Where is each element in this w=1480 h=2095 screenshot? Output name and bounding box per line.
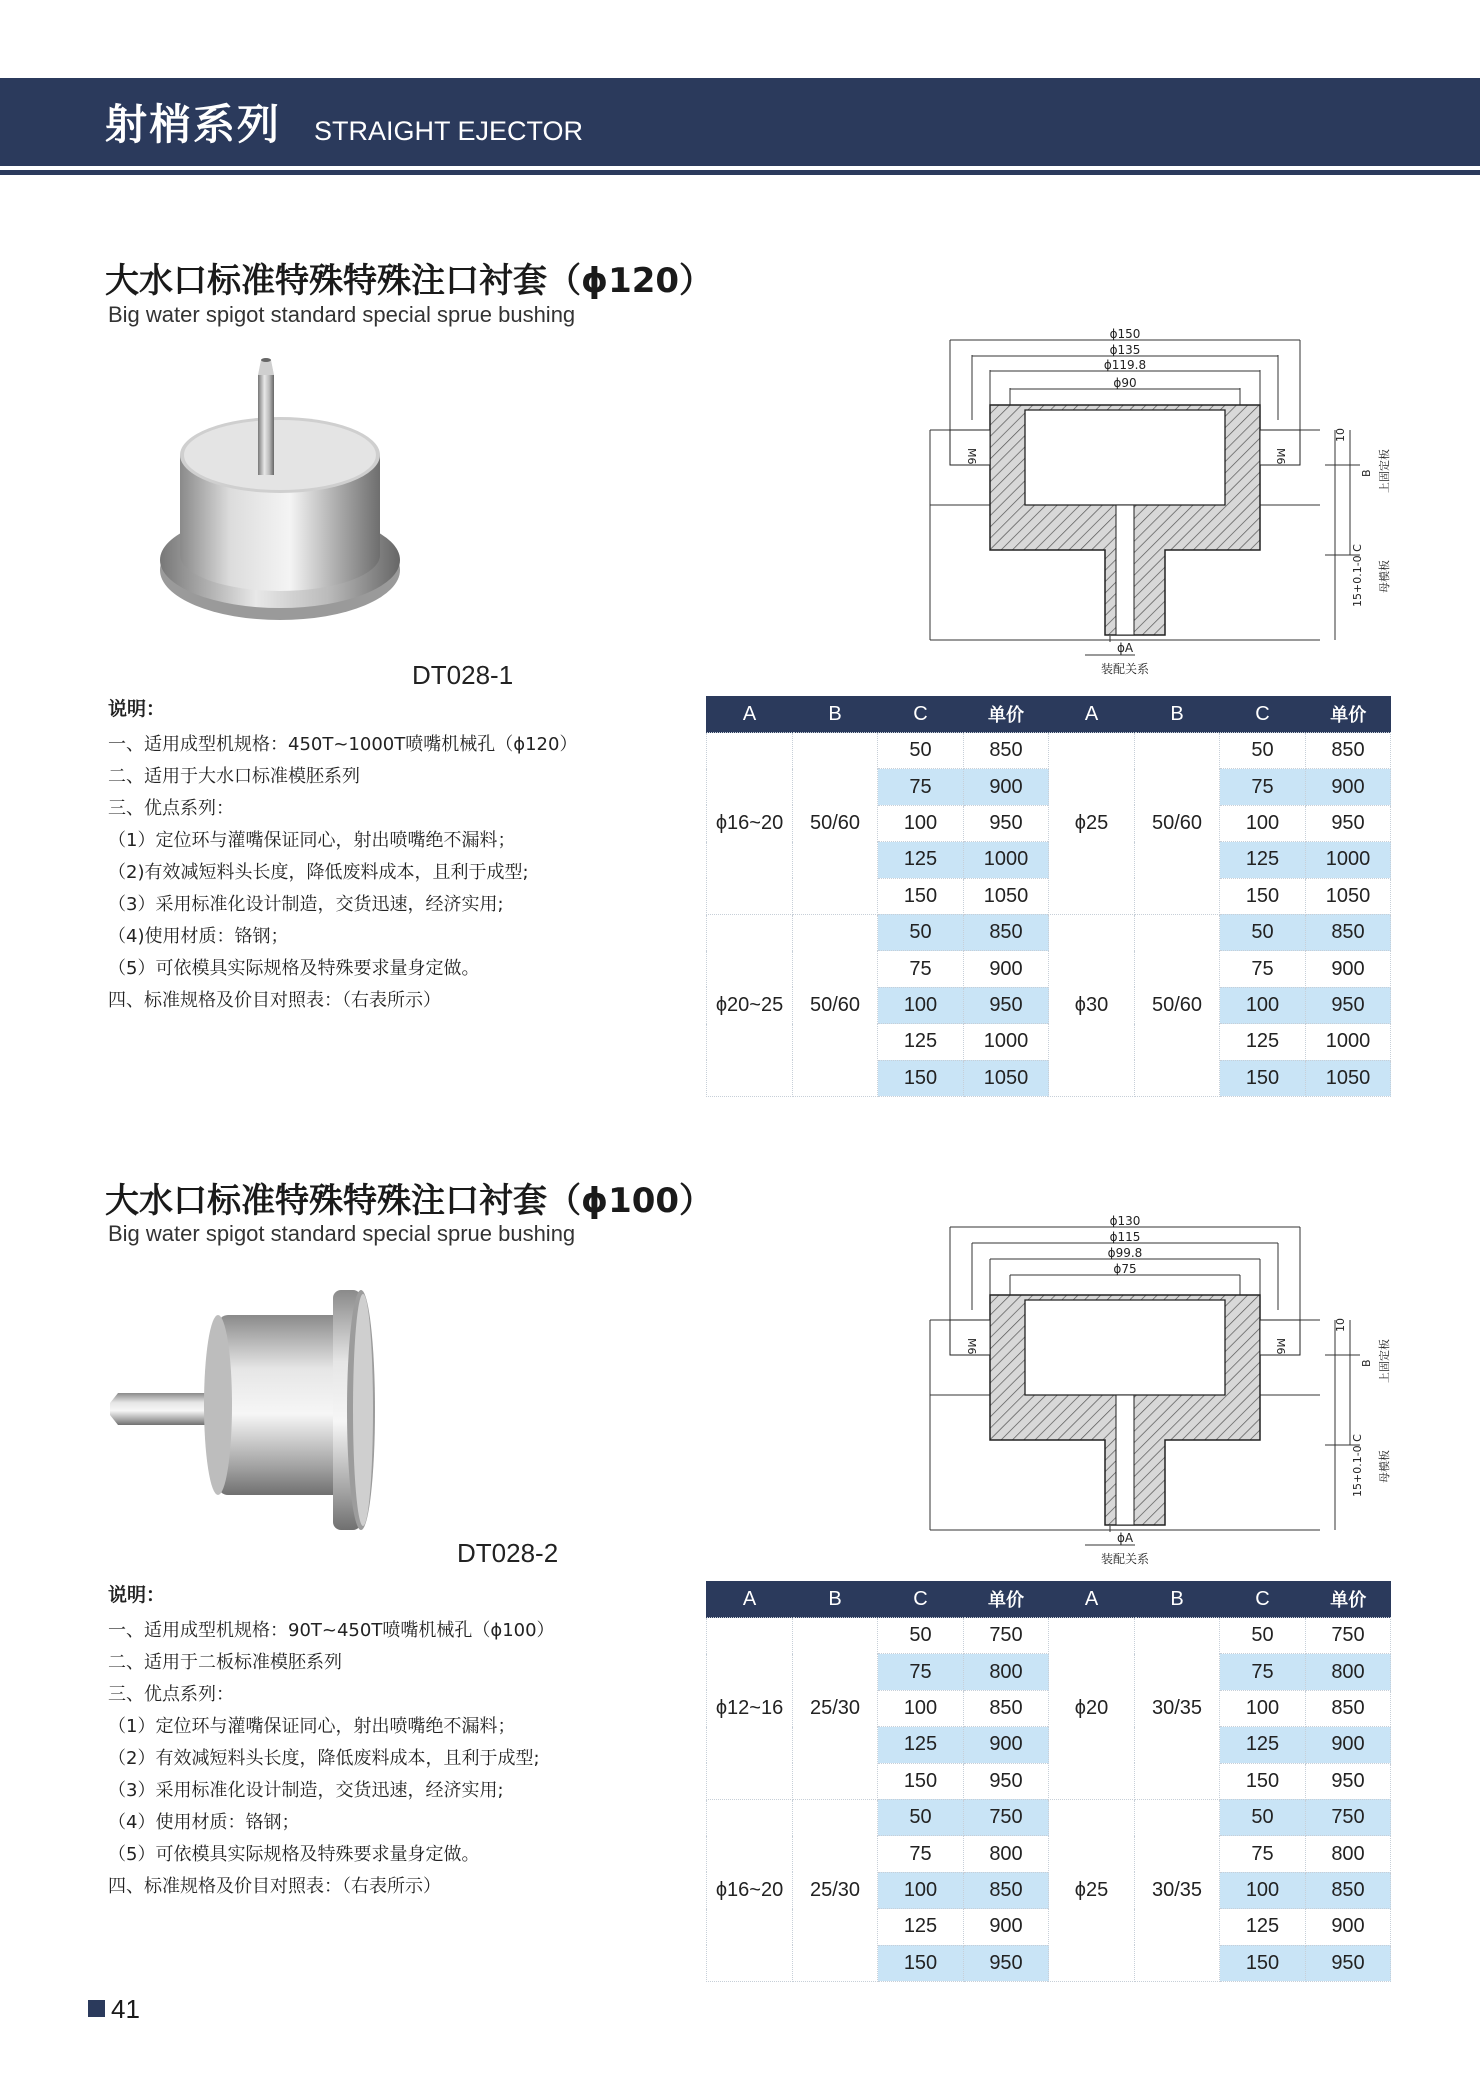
section-subtitle: Big water spigot standard special sprue bushing (108, 302, 576, 327)
header-a: A (1049, 696, 1135, 733)
description-heading: 说明： (108, 1584, 166, 1606)
dim-third: ϕ99.8 (1107, 1246, 1143, 1260)
description-line: （3）采用标准化设计制造，交货迅速，经济实用; (108, 894, 504, 915)
assembly-drawing (920, 1215, 1410, 1575)
label-m6: M6 (1274, 448, 1287, 465)
cell-a: ϕ30 (1049, 914, 1135, 1096)
description-line: 三、优点系列： (108, 1684, 234, 1705)
description-line: 一、适用成型机规格：450T~1000T喷嘴机械孔（ϕ120） (108, 734, 578, 755)
cell-price: 850 (1306, 1872, 1391, 1908)
section-title: 大水口标准特殊特殊注口衬套（ϕ120） (105, 261, 714, 301)
header-price: 单价 (1306, 1581, 1391, 1618)
cell-price: 850 (1306, 914, 1391, 950)
cell-b: 25/30 (793, 1799, 878, 1981)
header-c: C (1220, 1581, 1306, 1618)
label-m6: M6 (965, 448, 978, 465)
page-number-text: 41 (111, 1994, 140, 2024)
cell-a: ϕ25 (1049, 1799, 1135, 1981)
label-b: B (1360, 469, 1373, 477)
cell-price: 850 (964, 733, 1049, 769)
label-c: 15+0.1-0 C (1351, 544, 1364, 607)
table-row (707, 1618, 1391, 1654)
cell-price: 800 (1306, 1836, 1391, 1872)
cell-c: 100 (878, 987, 964, 1023)
description-line: （5）可依模具实际规格及特殊要求量身定做。 (108, 1844, 480, 1865)
cell-price: 850 (964, 914, 1049, 950)
cell-b: 30/35 (1135, 1618, 1220, 1800)
header-a: A (707, 696, 793, 733)
cell-price: 750 (1306, 1618, 1391, 1654)
cell-price: 950 (1306, 805, 1391, 841)
cell-a: ϕ25 (1049, 733, 1135, 915)
description-line: 四、标准规格及价目对照表：（右表所示） (108, 1876, 441, 1897)
page-title-en: STRAIGHT EJECTOR (314, 116, 584, 146)
label-m6: M6 (965, 1338, 978, 1355)
cell-price: 1000 (964, 1024, 1049, 1060)
cell-c: 75 (1220, 1836, 1306, 1872)
cell-price: 800 (1306, 1654, 1391, 1690)
cell-a: ϕ16~20 (707, 1799, 793, 1981)
description-line: 二、适用于二板标准模胚系列 (108, 1652, 342, 1673)
cell-b: 30/35 (1135, 1799, 1220, 1981)
cell-price: 850 (1306, 1690, 1391, 1726)
table-row (707, 733, 1391, 769)
description-block (108, 694, 577, 1017)
cell-b: 50/60 (793, 733, 878, 915)
header-b: B (793, 696, 878, 733)
cell-price: 800 (964, 1654, 1049, 1690)
model-number: DT028-2 (457, 1538, 559, 1568)
cell-price: 900 (1306, 1727, 1391, 1763)
description-line: （2)有效减短料头长度，降低废料成本，且利于成型; (108, 862, 529, 883)
cell-price: 950 (964, 987, 1049, 1023)
cell-price: 900 (1306, 769, 1391, 805)
cell-c: 100 (878, 805, 964, 841)
header-c: C (1220, 696, 1306, 733)
cell-c: 75 (878, 1836, 964, 1872)
header-price: 单价 (964, 1581, 1049, 1618)
cell-c: 50 (1220, 733, 1306, 769)
cell-b: 50/60 (1135, 914, 1220, 1096)
cell-c: 75 (1220, 951, 1306, 987)
cell-c: 50 (878, 1799, 964, 1835)
cell-price: 1050 (1306, 1060, 1391, 1096)
header-price: 单价 (964, 696, 1049, 733)
cell-c: 75 (878, 951, 964, 987)
table-row (707, 914, 1391, 950)
description-line: （3）采用标准化设计制造，交货迅速，经济实用; (108, 1780, 504, 1801)
cell-c: 75 (1220, 1654, 1306, 1690)
dim-outer: ϕ150 (1109, 327, 1141, 341)
cell-price: 750 (1306, 1799, 1391, 1835)
cell-price: 1050 (964, 878, 1049, 914)
table-row (707, 1799, 1391, 1835)
cell-c: 75 (878, 1654, 964, 1690)
description-line: （1）定位环与灌嘴保证同心，射出喷嘴绝不漏料； (108, 830, 516, 851)
cell-price: 750 (964, 1799, 1049, 1835)
header-a: A (1049, 1581, 1135, 1618)
product-photo-dt028-2 (108, 1285, 388, 1545)
cell-c: 100 (878, 1872, 964, 1908)
section-subtitle: Big water spigot standard special sprue bushing (108, 1221, 576, 1246)
model-number: DT028-1 (412, 660, 514, 690)
drawing-caption: 装配关系 (1100, 1552, 1150, 1566)
spec-price-table (706, 1581, 1391, 1982)
header-c: C (878, 696, 964, 733)
dim-inner: ϕ90 (1113, 376, 1137, 390)
cell-c: 50 (878, 914, 964, 950)
header-divider (0, 170, 1480, 175)
cell-c: 125 (878, 1909, 964, 1945)
cell-c: 50 (1220, 1799, 1306, 1835)
cell-price: 900 (964, 1909, 1049, 1945)
cell-c: 100 (1220, 1690, 1306, 1726)
cell-c: 100 (1220, 805, 1306, 841)
cell-c: 100 (878, 1690, 964, 1726)
cell-price: 950 (1306, 1763, 1391, 1799)
cell-c: 100 (1220, 1872, 1306, 1908)
cell-c: 75 (1220, 769, 1306, 805)
cell-c: 125 (878, 1727, 964, 1763)
cell-c: 125 (1220, 842, 1306, 878)
cell-c: 75 (878, 769, 964, 805)
cell-price: 850 (964, 1690, 1049, 1726)
header-a: A (707, 1581, 793, 1618)
cell-c: 50 (878, 733, 964, 769)
cell-c: 150 (1220, 878, 1306, 914)
description-line: （4）使用材质：铬钢； (108, 1812, 300, 1833)
cell-price: 900 (1306, 1909, 1391, 1945)
cell-c: 150 (878, 1060, 964, 1096)
cell-b: 50/60 (1135, 733, 1220, 915)
cell-price: 1000 (1306, 842, 1391, 878)
dim-second: ϕ135 (1109, 343, 1141, 357)
description-line: （5）可依模具实际规格及特殊要求量身定做。 (108, 958, 480, 979)
label-c: 15+0.1-0 C (1351, 1434, 1364, 1497)
page-title: 射梢系列 (105, 100, 282, 149)
label-upper-plate: 上固定板 (1378, 1339, 1391, 1383)
cell-c: 125 (878, 842, 964, 878)
cell-c: 125 (1220, 1727, 1306, 1763)
cell-c: 150 (1220, 1763, 1306, 1799)
page-number (88, 1994, 140, 2025)
header-c: C (878, 1581, 964, 1618)
description-line: （1）定位环与灌嘴保证同心，射出喷嘴绝不漏料； (108, 1716, 516, 1737)
cell-price: 950 (1306, 1945, 1391, 1981)
cell-c: 150 (878, 1763, 964, 1799)
cell-price: 850 (1306, 733, 1391, 769)
label-b: B (1360, 1359, 1373, 1367)
cell-c: 125 (1220, 1909, 1306, 1945)
dim-second: ϕ115 (1109, 1230, 1141, 1244)
cell-a: ϕ12~16 (707, 1618, 793, 1800)
label-upper-plate: 上固定板 (1378, 449, 1391, 493)
description-line: （2）有效减短料头长度，降低废料成本，且利于成型; (108, 1748, 540, 1769)
cell-c: 150 (878, 878, 964, 914)
assembly-drawing (920, 325, 1410, 685)
table-header-row (707, 1581, 1391, 1618)
dim-a: ϕA (1116, 1531, 1134, 1545)
cell-price: 800 (964, 1836, 1049, 1872)
dim-a: ϕA (1116, 641, 1134, 655)
cell-price: 950 (964, 1945, 1049, 1981)
section-title: 大水口标准特殊特殊注口衬套（ϕ100） (105, 1181, 714, 1221)
label-lower-plate: 母模板 (1378, 1450, 1391, 1483)
drawing-caption: 装配关系 (1100, 662, 1150, 676)
product-photo-dt028-1 (155, 355, 405, 645)
header-b: B (793, 1581, 878, 1618)
square-icon (88, 2000, 105, 2017)
cell-c: 150 (1220, 1945, 1306, 1981)
cell-c: 50 (878, 1618, 964, 1654)
cell-c: 50 (1220, 914, 1306, 950)
cell-price: 1000 (1306, 1024, 1391, 1060)
cell-price: 1050 (1306, 878, 1391, 914)
cell-price: 750 (964, 1618, 1049, 1654)
cell-c: 125 (1220, 1024, 1306, 1060)
label-m6: M6 (1274, 1338, 1287, 1355)
cell-price: 950 (964, 1763, 1049, 1799)
cell-b: 50/60 (793, 914, 878, 1096)
description-line: 三、优点系列： (108, 798, 234, 819)
cell-price: 900 (1306, 951, 1391, 987)
cell-price: 900 (964, 1727, 1049, 1763)
dim-outer: ϕ130 (1109, 1215, 1141, 1228)
description-line: 二、适用于大水口标准模胚系列 (108, 766, 360, 787)
header-price: 单价 (1306, 696, 1391, 733)
cell-price: 900 (964, 951, 1049, 987)
header-banner (0, 78, 1480, 166)
cell-b: 25/30 (793, 1618, 878, 1800)
cell-c: 150 (878, 1945, 964, 1981)
cell-c: 100 (1220, 987, 1306, 1023)
cell-price: 950 (1306, 987, 1391, 1023)
cell-a: ϕ20~25 (707, 914, 793, 1096)
cell-price: 1050 (964, 1060, 1049, 1096)
cell-c: 150 (1220, 1060, 1306, 1096)
cell-price: 950 (964, 805, 1049, 841)
cell-a: ϕ16~20 (707, 733, 793, 915)
description-block (108, 1580, 555, 1903)
cell-price: 850 (964, 1872, 1049, 1908)
dim-inner: ϕ75 (1113, 1262, 1137, 1276)
cell-price: 900 (964, 769, 1049, 805)
dim-third: ϕ119.8 (1103, 358, 1147, 372)
description-line: （4)使用材质：铬钢； (108, 926, 289, 947)
header-b: B (1135, 696, 1220, 733)
description-line: 四、标准规格及价目对照表：（右表所示） (108, 990, 441, 1011)
cell-c: 50 (1220, 1618, 1306, 1654)
cell-a: ϕ20 (1049, 1618, 1135, 1800)
label-10: 10 (1334, 428, 1347, 442)
description-heading: 说明： (108, 698, 166, 720)
label-10: 10 (1334, 1318, 1347, 1332)
cell-c: 125 (878, 1024, 964, 1060)
label-lower-plate: 母模板 (1378, 560, 1391, 593)
spec-price-table (706, 696, 1391, 1097)
description-line: 一、适用成型机规格：90T~450T喷嘴机械孔（ϕ100） (108, 1620, 555, 1641)
header-b: B (1135, 1581, 1220, 1618)
cell-price: 1000 (964, 842, 1049, 878)
table-header-row (707, 696, 1391, 733)
